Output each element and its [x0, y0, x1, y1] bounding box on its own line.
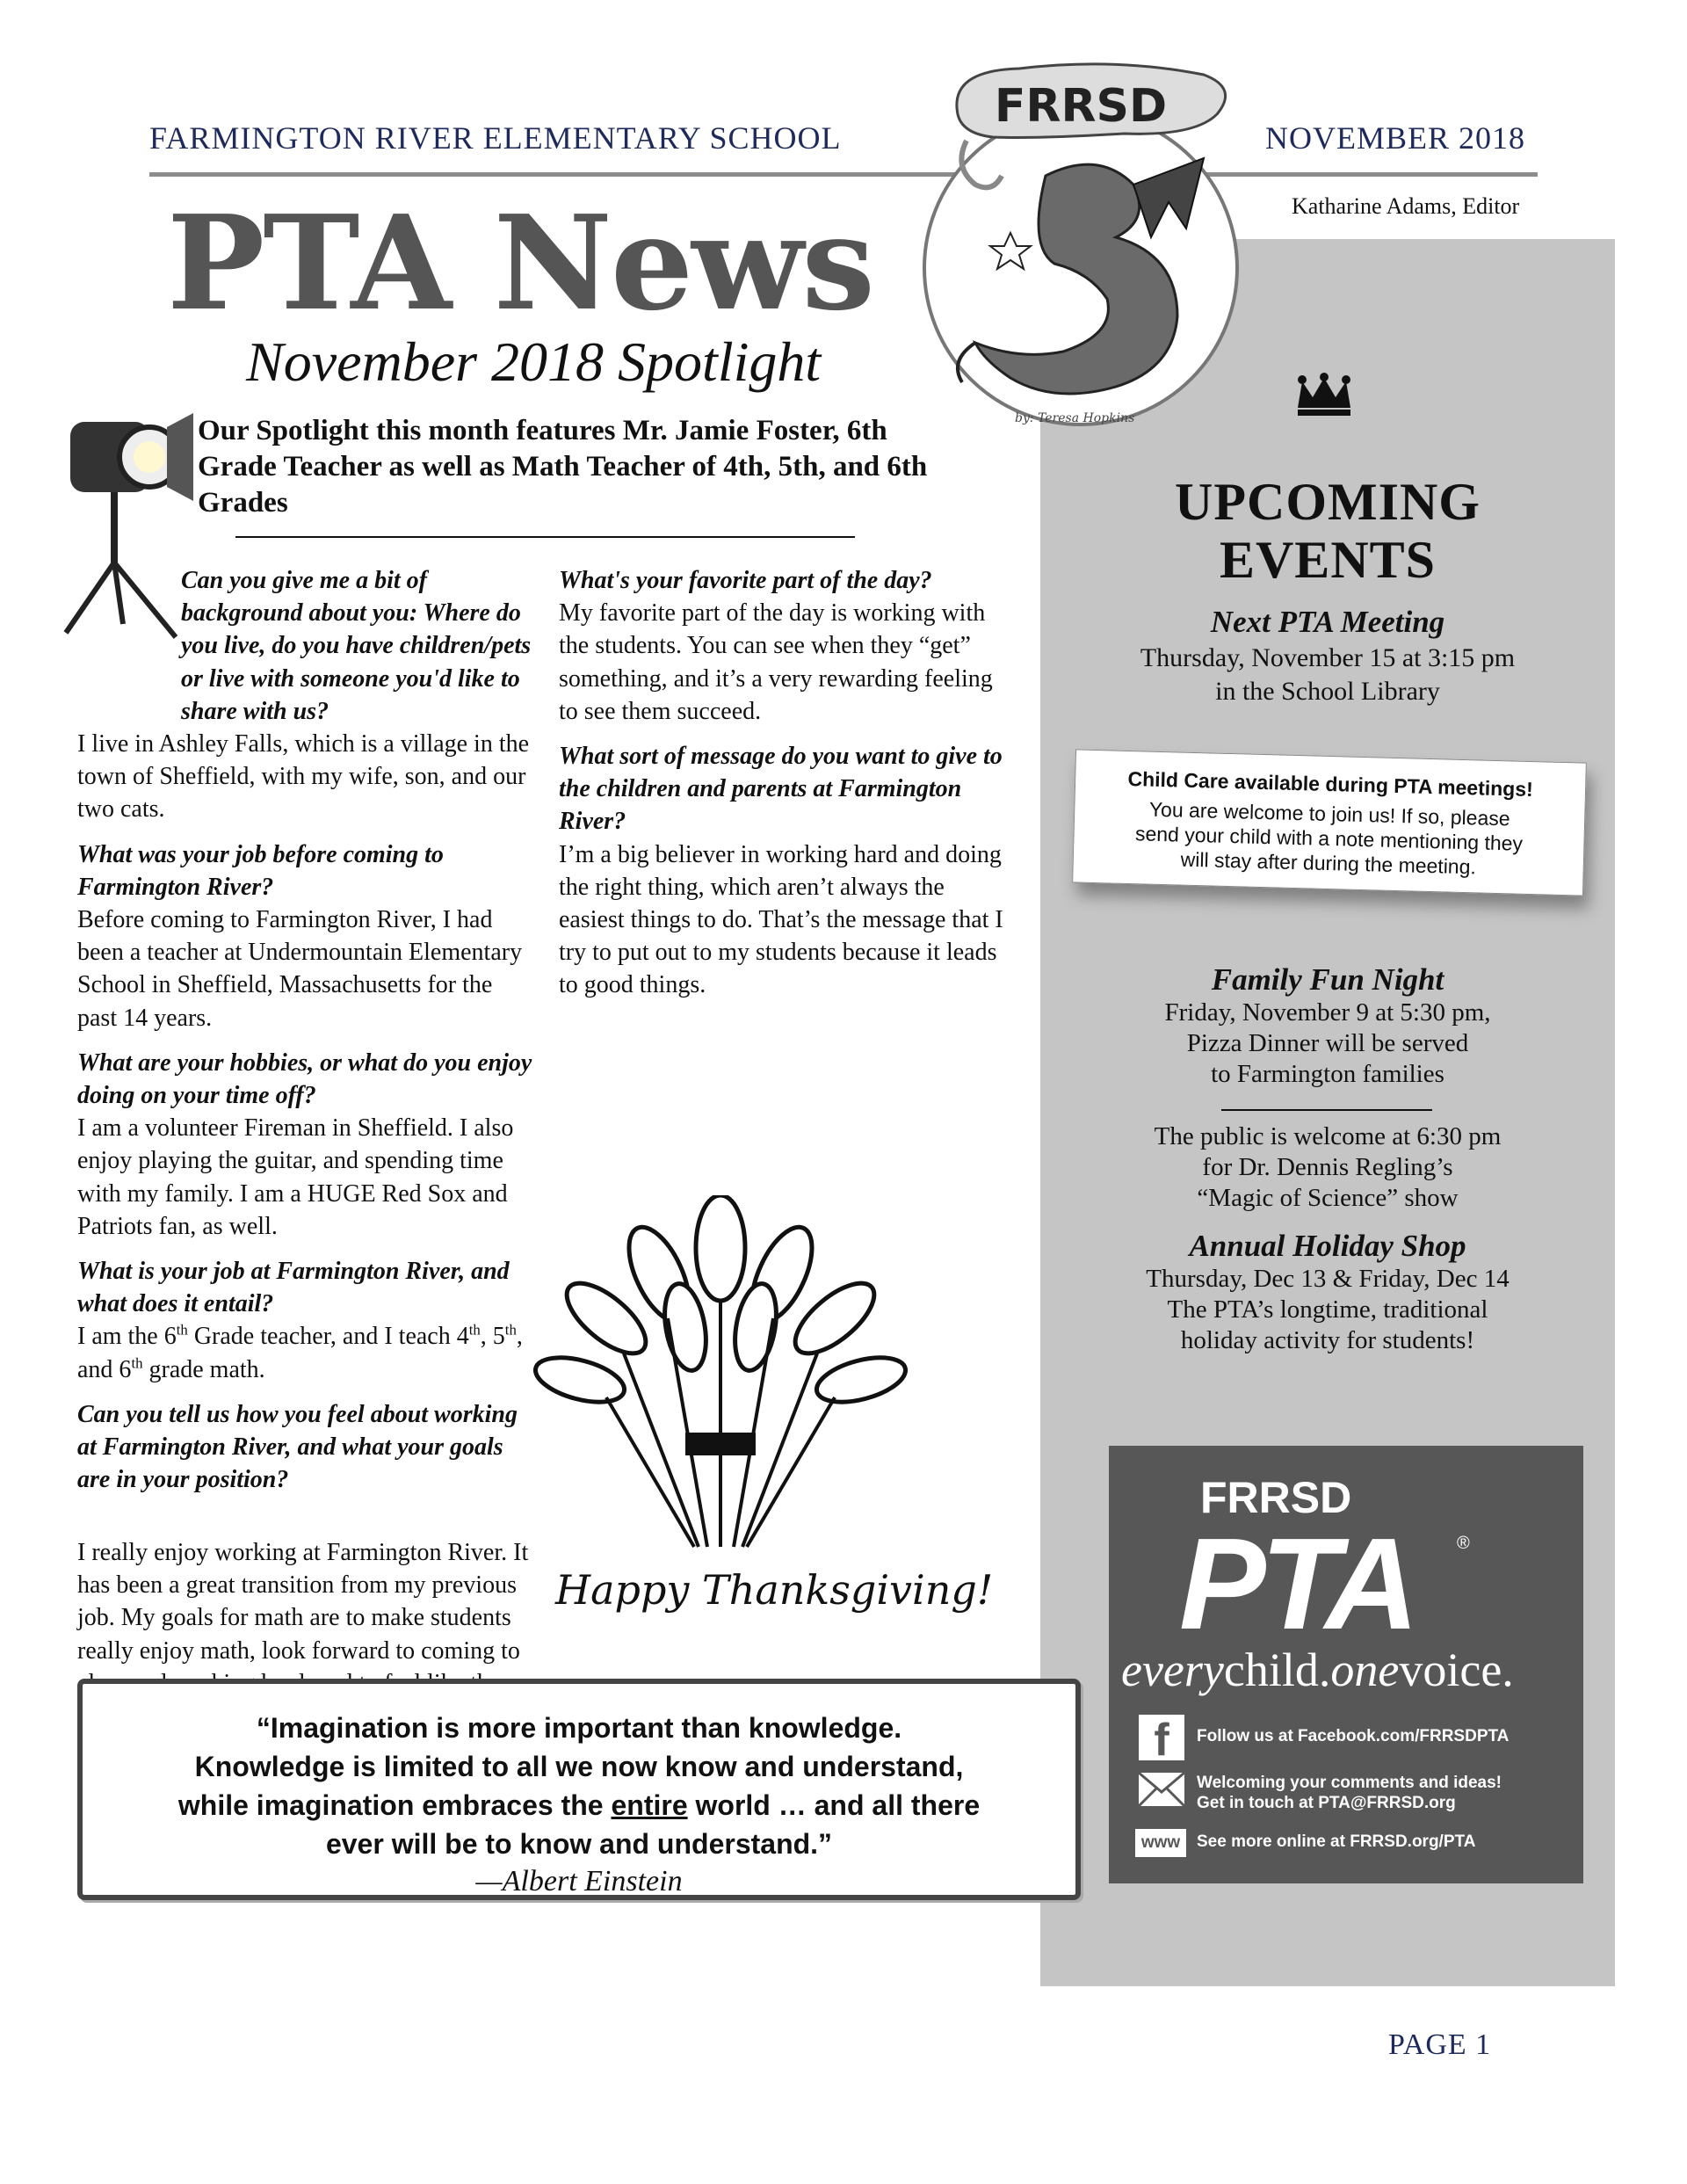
- lead-paragraph: Our Spotlight this month features Mr. Jamie Foster, 6th Grade Teacher as well as Math Teacher of 4th, 5th, and 6th Grades: [198, 415, 928, 519]
- issue-date: NOVEMBER 2018: [1265, 120, 1526, 156]
- pta-meeting-title: Next PTA Meeting: [1210, 605, 1445, 639]
- magic-of-science-event: The public is welcome at 6:30 pm for Dr. Dennis Regling’s “Magic of Science” show: [1154, 1122, 1502, 1212]
- pta-logo: PTA: [1179, 1512, 1415, 1657]
- child-care-note: [1072, 749, 1587, 896]
- interview-column-right: [559, 564, 1016, 1014]
- pta-tagline: everychild.onevoice.: [1121, 1643, 1514, 1696]
- header-rule: [149, 172, 1538, 177]
- family-fun-night-title: Family Fun Night: [1211, 962, 1444, 997]
- question-hobbies: What are your hobbies, or what do you enjoy doing on your time off?: [77, 1048, 532, 1110]
- pta-registered-mark: ®: [1457, 1534, 1470, 1553]
- child-care-title: Child Care available during PTA meetings!: [1127, 766, 1534, 802]
- email-contact: Welcoming your comments and ideas! Get in touch at PTA@FRRSD.org: [1197, 1774, 1502, 1812]
- quote-line-3: while imagination embraces the entire world … and all there: [177, 1789, 981, 1821]
- einstein-quote-box: [77, 1679, 1081, 1900]
- facebook-icon: f: [1139, 1715, 1184, 1760]
- pta-org-name: FRRSD: [1200, 1473, 1352, 1522]
- quote-line-2: Knowledge is limited to all we now know and understand,: [194, 1751, 964, 1782]
- question-feelings-goals: Can you tell us how you feel about working at Farmington River, and what your goals are in your position?: [77, 1400, 518, 1494]
- question-background: Can you give me a bit of background about you: Where do you live, do you have children/pets or live with someone you'd like to share with us?: [181, 567, 532, 725]
- answer-previous-job: Before coming to Farmington River, I had been a teacher at Undermountain Elementary School in Sheffield, Massachusetts for the past 14 years.: [77, 906, 523, 1032]
- editor-credit: Katharine Adams, Editor: [1292, 193, 1520, 219]
- page-number: PAGE 1: [1388, 2028, 1492, 2061]
- logo-credit: by: Teresa Hopkins: [1015, 411, 1135, 425]
- pta-meeting-where: in the School Library: [1215, 677, 1440, 706]
- answer-message: I’m a big believer in working hard and doing the right thing, which aren’t always the easiest things to do. That’s the message that I try to put out to my students because it leads to good things.: [559, 840, 1003, 999]
- masthead-title: PTA News: [167, 186, 873, 339]
- facebook-link[interactable]: Follow us at Facebook.com/FRRSDPTA: [1197, 1727, 1510, 1745]
- pta-meeting-when: Thursday, November 15 at 3:15 pm: [1140, 643, 1516, 672]
- answer-feelings-goals: I really enjoy working at Farmington River. It has been a great transition from my previous job. My goals for math are to make students really enjoy math, look forward to coming to: [77, 1539, 529, 1665]
- holiday-shop-title: Annual Holiday Shop: [1189, 1229, 1466, 1263]
- question-previous-job: What was your job before coming to Farmington River?: [77, 840, 444, 901]
- quote-line-1: “Imagination is more important than knowledge.: [256, 1712, 902, 1744]
- question-favorite-part: What's your favorite part of the day?: [559, 567, 932, 594]
- question-job-role: What is your job at Farmington River, and what does it entail?: [77, 1258, 510, 1318]
- quote-author: —Albert Einstein: [475, 1865, 683, 1897]
- question-message: What sort of message do you want to give to the children and parents at Farmington River?: [559, 743, 1003, 836]
- answer-favorite-part: My favorite part of the day is working with the students. You can see when they “get” something, and it’s a very rewarding feeling to see them succeed.: [559, 599, 993, 725]
- pta-info-box: [1109, 1446, 1583, 1883]
- crown-icon: [1293, 373, 1355, 417]
- email-link[interactable]: Get in touch at PTA@FRRSD.org: [1197, 1794, 1456, 1812]
- interview-column-left: [77, 564, 534, 1508]
- school-name: FARMINGTON RIVER ELEMENTARY SCHOOL: [149, 120, 842, 156]
- family-fun-night-event: Family Fun Night Friday, November 9 at 5:30 pm, Pizza Dinner will be served to Farmington families: [1040, 962, 1615, 1090]
- answer-background: I live in Ashley Falls, which is a village in the town of Sheffield, with my wife, son, and our two cats.: [77, 730, 530, 824]
- quote-line-4: ever will be to know and understand.”: [325, 1828, 833, 1860]
- holiday-shop-event: Annual Holiday Shop Thursday, Dec 13 & Friday, Dec 14 The PTA’s longtime, traditional holiday activity for students!: [1040, 1229, 1615, 1356]
- envelope-icon: [1137, 1771, 1186, 1808]
- answer-hobbies: I am a volunteer Fireman in Sheffield. I also enjoy playing the guitar, and spending time with my family. I am a HUGE Red Sox and Patriots fan, as well.: [77, 1114, 514, 1240]
- child-care-body: You are welcome to join us! If so, please send your child with a note mentioning they will stay after during the meeting.: [1134, 797, 1524, 879]
- wheat-sheaf-illustration: [527, 1195, 914, 1564]
- frrsd-dragon-logo: [914, 53, 1248, 457]
- events-heading: UPCOMING EVENTS: [1175, 473, 1481, 589]
- events-divider: [1221, 1109, 1432, 1111]
- thanksgiving-greeting: Happy Thanksgiving!: [555, 1566, 994, 1614]
- website-link[interactable]: See more online at FRRSD.org/PTA: [1197, 1832, 1476, 1851]
- lead-divider: [235, 536, 855, 538]
- logo-text: FRRSD: [994, 80, 1168, 133]
- answer-job-role: I am the 6th Grade teacher, and I teach 4th, 5th, and 6th grade math.: [77, 1322, 523, 1383]
- www-icon: www: [1135, 1829, 1186, 1857]
- pta-meeting-event: [1040, 605, 1615, 708]
- masthead-subtitle: November 2018 Spotlight: [246, 330, 822, 393]
